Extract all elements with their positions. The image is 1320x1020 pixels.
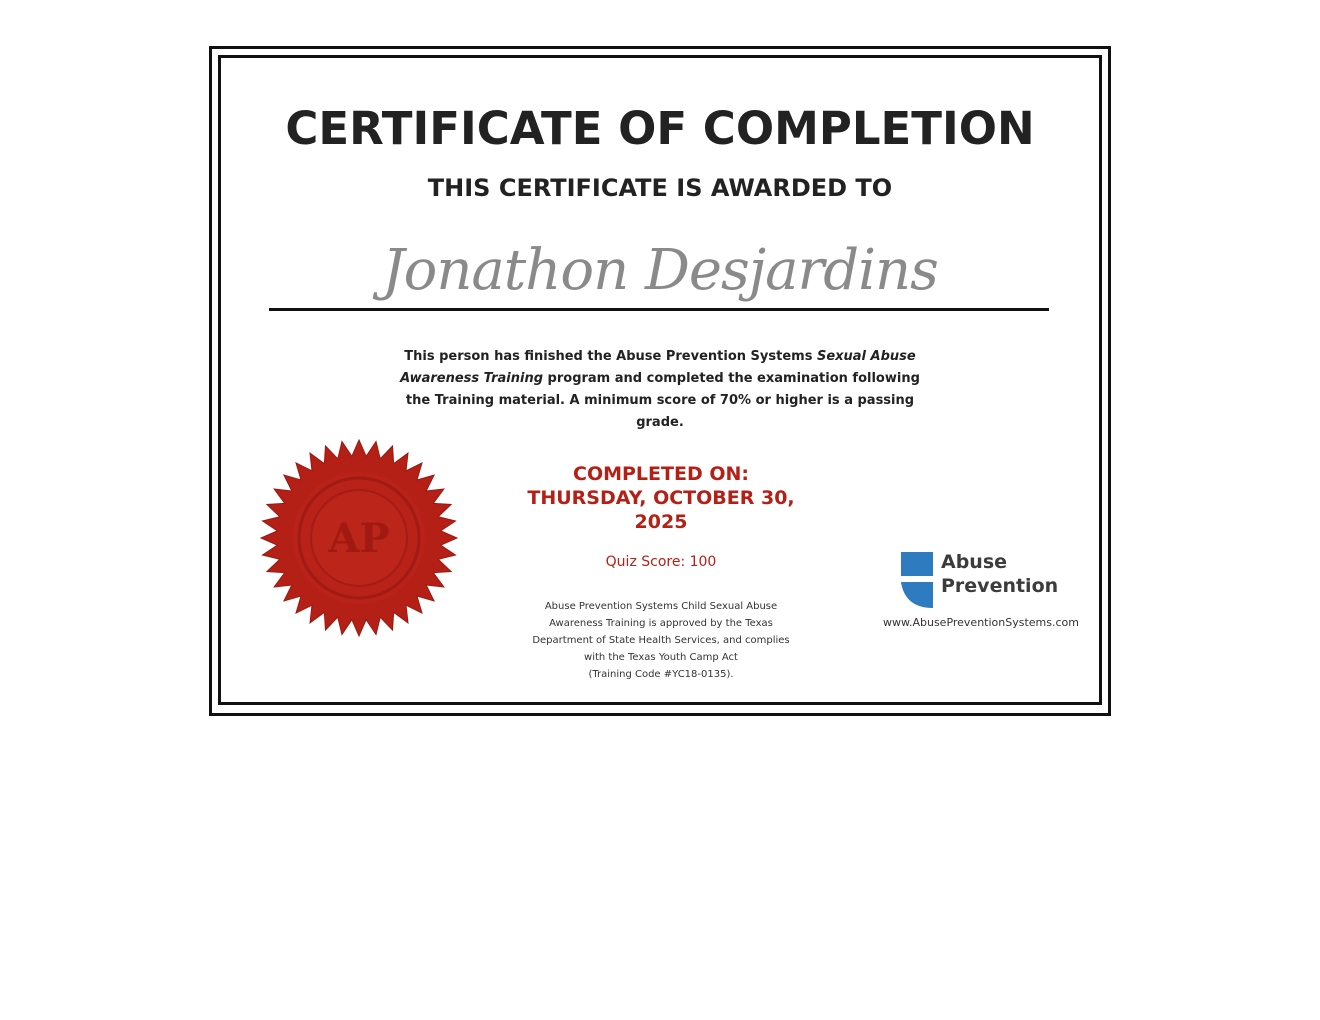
description-part2: program and completed the examination following the Training material. A minimum score of 70% or higher is a passing grade. (405, 371, 920, 430)
seal-text: AP (328, 515, 390, 562)
name-underline (269, 308, 1049, 311)
approval-statement (521, 598, 801, 683)
approval-line: Department of State Health Services, and complies (532, 635, 790, 646)
completed-date-line1: THURSDAY, OCTOBER 30, (527, 487, 795, 509)
certificate-inner-border (218, 55, 1102, 705)
website-link[interactable]: www.AbusePreventionSystems.com (882, 616, 1079, 629)
program-name: Sexual Abuse Awareness Training (400, 349, 916, 386)
certificate-description (391, 346, 929, 434)
completed-date-line2: 2025 (634, 511, 688, 533)
completed-label: COMPLETED ON: (573, 463, 749, 485)
logo-line2: Prevention (941, 575, 1059, 597)
description-part1: This person has finished the Abuse Prevention Systems (404, 349, 817, 364)
abuse-prevention-logo (897, 550, 1077, 614)
approval-line: Abuse Prevention Systems Child Sexual Abuse (544, 601, 778, 612)
quiz-score: Quiz Score: 100 (605, 554, 717, 570)
approval-line: Awareness Training is approved by the Texas (549, 618, 773, 629)
completion-info (521, 462, 801, 534)
shield-icon (901, 552, 933, 610)
seal-icon (259, 438, 459, 638)
certificate-subtitle: THIS CERTIFICATE IS AWARDED TO (427, 174, 893, 202)
logo-text (941, 550, 1058, 598)
recipient-name: Jonathon Desjardins (382, 238, 938, 303)
certificate-title: CERTIFICATE OF COMPLETION (285, 102, 1035, 155)
certificate-outer-border (209, 46, 1111, 716)
logo-line1: Abuse (941, 551, 1008, 573)
approval-line: (Training Code #YC18-0135). (588, 669, 734, 680)
approval-line: with the Texas Youth Camp Act (584, 652, 738, 663)
